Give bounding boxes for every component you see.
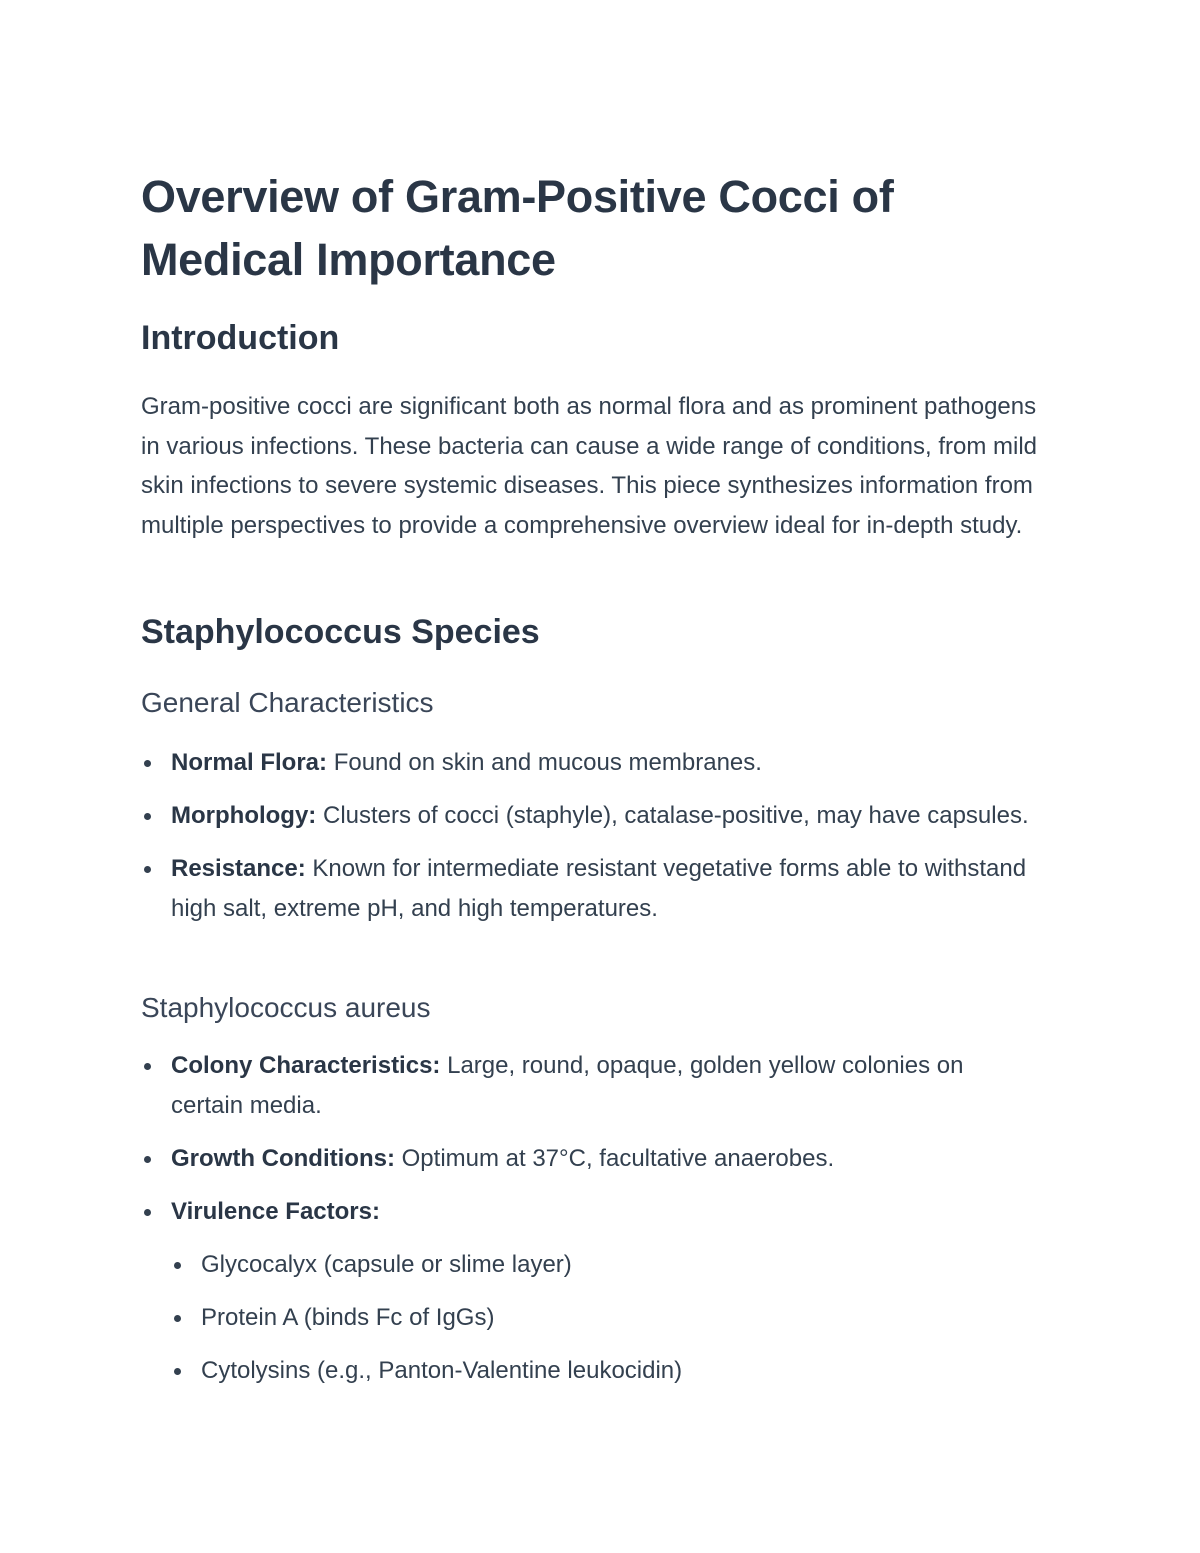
list-item — [141, 1192, 1041, 1391]
general-characteristics-list — [141, 743, 1041, 942]
general-characteristics-heading: General Characteristics — [141, 687, 434, 718]
list-item-term: Virulence Factors: — [171, 1198, 380, 1225]
sub-list-item: Glycocalyx (capsule or slime layer) — [171, 1245, 1041, 1285]
staphylococcus-heading: Staphylococcus Species — [141, 613, 540, 651]
list-item-text: Clusters of cocci (staphyle), catalase-positive, may have capsules. — [316, 802, 1029, 829]
sub-list-item: Protein A (binds Fc of IgGs) — [171, 1298, 1041, 1338]
list-item-text: Optimum at 37°C, facultative anaerobes. — [394, 1145, 835, 1172]
list-item — [141, 1046, 1041, 1126]
list-item — [141, 849, 1041, 929]
list-item-term: Colony Characteristics: — [171, 1052, 441, 1079]
introduction-heading: Introduction — [141, 319, 340, 357]
list-item-term: Normal Flora: — [171, 749, 328, 776]
list-item-term: Growth Conditions: — [171, 1145, 395, 1172]
introduction-paragraph: Gram-positive cocci are significant both as normal flora and as prominent pathogens in various infections. These bacteria can cause a wide range of conditions, from mild skin infections to severe systemic diseases. This piece synthesizes information from multiple perspectives to provide a comprehensive overview ideal for in-depth study. — [141, 393, 1038, 539]
list-item-term: Morphology: — [171, 802, 317, 829]
list-item — [141, 743, 1041, 783]
list-item — [141, 1139, 1041, 1179]
list-item-term: Resistance: — [171, 855, 306, 882]
staphylococcus-aureus-list — [141, 1046, 1041, 1404]
list-item-text: Large, round, opaque, golden yellow colonies on certain media. — [171, 1052, 964, 1119]
list-item-text: Found on skin and mucous membranes. — [327, 749, 762, 776]
sub-list-item: Cytolysins (e.g., Panton-Valentine leukocidin) — [171, 1351, 1041, 1391]
document-title: Overview of Gram-Positive Cocci of Medical Importance — [141, 171, 894, 285]
virulence-factors-list — [171, 1245, 1041, 1391]
list-item-text: Known for intermediate resistant vegetative forms able to withstand high salt, extreme pH, and high temperatures. — [171, 855, 1027, 922]
list-item — [141, 796, 1041, 836]
staphylococcus-aureus-heading: Staphylococcus aureus — [141, 992, 431, 1023]
